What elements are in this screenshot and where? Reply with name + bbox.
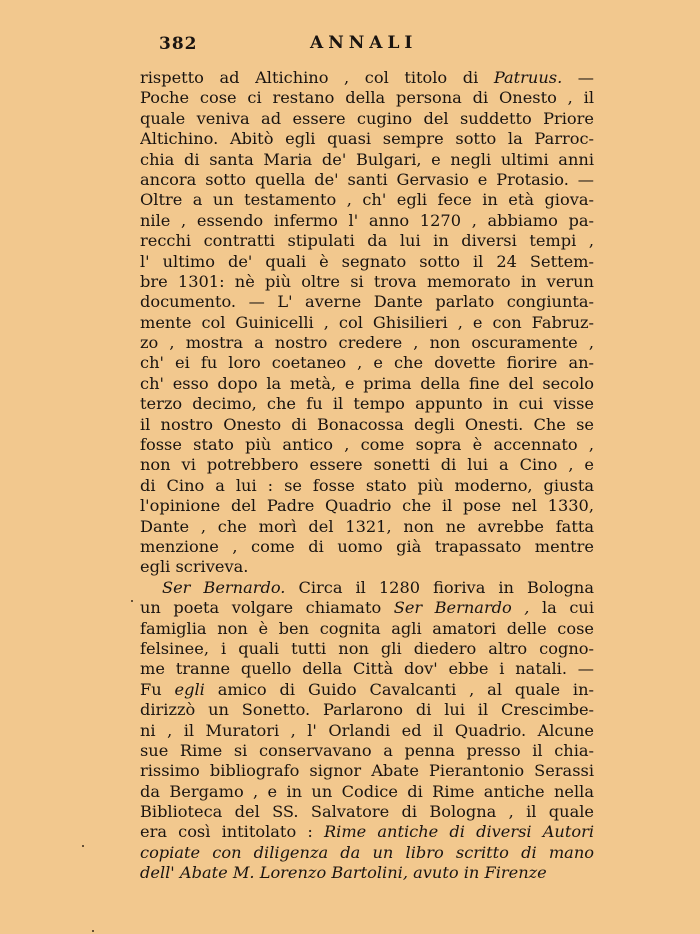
text-line [140,252,594,272]
text-segment: non vi potrebbero essere sonetti di lui a Cino , e [140,455,594,475]
italic-text: dell' Abate M. Lorenzo Bartolini, avuto in Firenze [140,863,547,883]
text-segment: era così intitolato : [140,822,324,842]
text-line [140,496,594,516]
text-line [140,415,594,435]
text-segment: Oltre a un testamento , ch' egli fece in età giova- [140,190,594,210]
text-segment: fosse stato più antico , come sopra è accennato , [140,435,594,455]
text-line [140,231,594,251]
text-line [140,761,594,781]
text-line [140,557,594,577]
text-line [140,843,594,863]
margin-speck [92,930,94,932]
text-line [140,598,594,618]
text-segment: sue Rime si conservavano a penna presso il chia- [140,740,594,760]
text-line [140,211,594,231]
text-line [140,455,594,475]
text-line [140,782,594,802]
text-line [140,272,594,292]
text-segment: bre 1301: nè più oltre si trova memorato in verun [140,271,594,291]
italic-text: Rime antiche di diversi Autori [323,822,594,842]
text-segment: terzo decimo, che fu il tempo appunto in cui visse [140,394,594,414]
text-segment: rispetto ad Altichino , col titolo di [140,68,494,87]
text-line [140,170,594,190]
text-line [140,822,594,842]
text-segment: Altichino. Abitò egli quasi sempre sotto la Parroc- [140,129,594,149]
text-line [140,292,594,312]
text-segment: ch' ei fu loro coetaneo , e che dovette fiorire an- [140,353,594,373]
text-segment: famiglia non è ben cognita agli amatori delle cose [140,618,594,638]
text-segment: me tranne quello della Città dov' ebbe i natali. — [140,659,594,679]
text-line [140,517,594,537]
text-line [140,353,594,373]
text-line [140,150,594,170]
text-segment: Biblioteca del SS. Salvatore di Bologna , il quale [140,802,594,822]
text-line [140,313,594,333]
text-line [140,639,594,659]
text-line [140,129,594,149]
text-segment: rissimo bibliografo signor Abate Pierantonio Serassi [140,761,594,781]
text-segment: un poeta volgare chiamato [140,598,394,618]
text-line [140,680,594,700]
text-segment: Poche cose ci restano della persona di Onesto , il [140,88,594,108]
text-line [140,537,594,557]
italic-text: Patruus. [493,68,563,87]
italic-text: Ser Bernardo. [162,577,286,597]
text-line [140,863,594,883]
text-segment: quale veniva ad essere cugino del suddetto Priore [140,108,594,128]
text-segment: egli scriveva. [140,557,249,577]
text-line [140,741,594,761]
italic-text: egli [174,679,205,699]
text-line [140,190,594,210]
text-line [140,68,594,88]
text-segment: ni , il Muratori , l' Orlandi ed il Quadrio. Alcune [140,720,594,740]
italic-text: copiate con diligenza da un libro scritto di mano [140,842,594,862]
text-segment: di Cino a lui : se fosse stato più moderno, giusta [140,475,594,495]
running-head: ANNALI [310,33,418,53]
text-line [140,721,594,741]
text-segment: — [562,68,594,87]
text-segment: nile , essendo infermo l' anno 1270 , abbiamo pa- [140,210,594,230]
italic-text: Ser Bernardo , [393,598,530,618]
page-number: 382 [159,34,198,54]
margin-speck [131,600,133,602]
text-line [140,88,594,108]
text-segment: Fu [140,679,175,699]
text-line [140,333,594,353]
text-line [140,802,594,822]
text-segment: da Bergamo , e in un Codice di Rime antiche nella [140,781,594,801]
text-segment: zo , mostra a nostro credere , non oscuramente , [140,333,594,353]
text-line [140,374,594,394]
text-segment: l'opinione del Padre Quadrio che il pose nel 1330, [140,496,594,516]
text-segment: dirizzò un Sonetto. Parlarono di lui il Crescimbe- [140,700,594,720]
text-segment: felsinee, i quali tutti non gli diedero altro cogno- [140,638,594,658]
text-line [140,109,594,129]
text-segment: amico di Guido Cavalcanti , al quale in- [204,679,594,699]
text-line [140,394,594,414]
body-text [140,68,594,884]
text-line [140,578,594,598]
text-segment: chia di santa Maria de' Bulgari, e negli ultimi anni [140,149,594,169]
text-segment: mente col Guinicelli , col Ghisilieri , e con Fabruz- [140,312,594,332]
text-segment: la cui [529,598,594,618]
text-segment: ch' esso dopo la metà, e prima della fine del secolo [140,373,594,393]
text-segment: recchi contratti stipulati da lui in diversi tempi , [140,231,594,251]
text-segment: il nostro Onesto di Bonacossa degli Onesti. Che se [140,414,594,434]
margin-speck [82,845,84,847]
text-line [140,700,594,720]
text-segment: l' ultimo de' quali è segnato sotto il 24 Settem- [140,251,594,271]
text-segment: Dante , che morì del 1321, non ne avrebbe fatta [140,516,594,536]
text-segment: menzione , come di uomo già trapassato mentre [140,536,594,556]
text-segment: ancora sotto quella de' santi Gervasio e Protasio. — [140,169,594,189]
text-line [140,476,594,496]
text-segment: Circa il 1280 fioriva in Bologna [285,577,594,597]
text-line [140,435,594,455]
text-line [140,619,594,639]
text-segment: documento. — L' averne Dante parlato congiunta- [140,292,594,312]
text-line [140,659,594,679]
